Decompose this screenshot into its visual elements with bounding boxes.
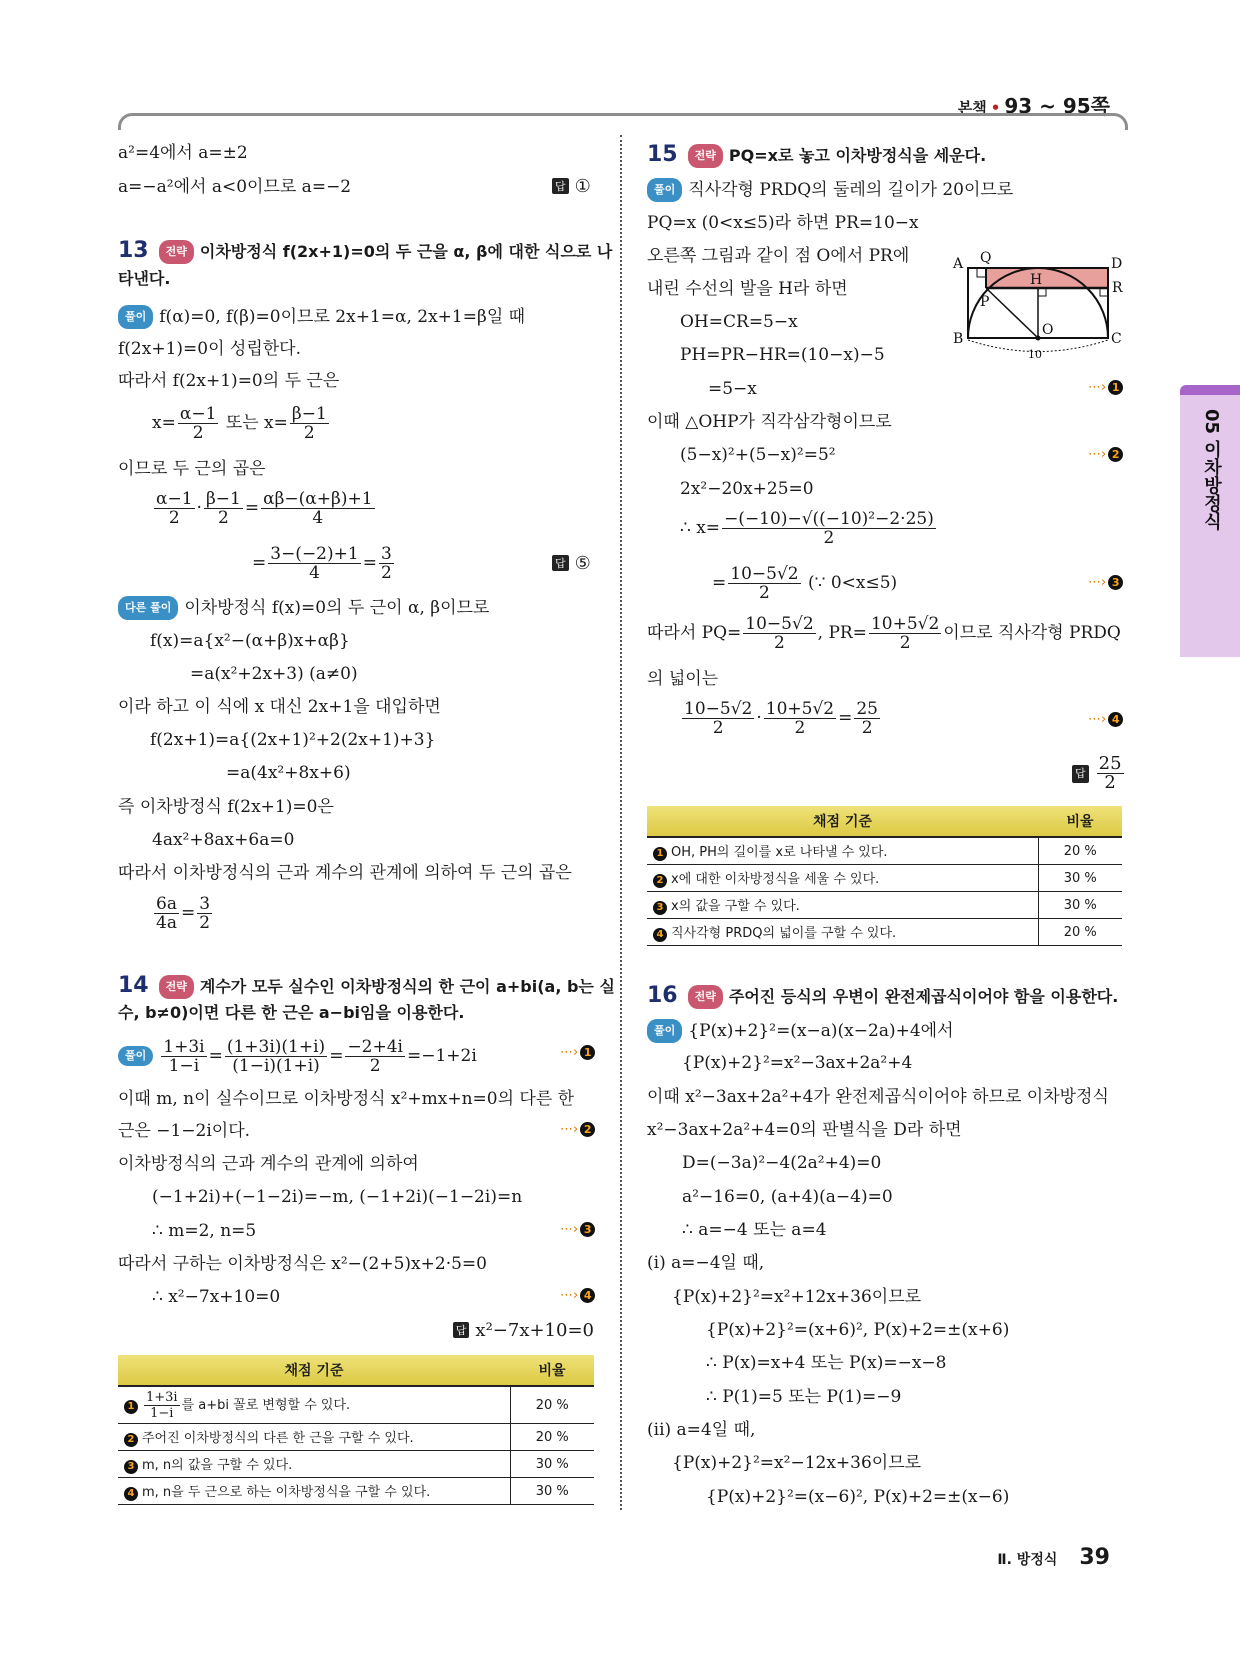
p16-line-6: a²−16=0, (a+4)(a−4)=0 bbox=[682, 1187, 893, 1207]
p15-rubric-table bbox=[647, 806, 1122, 946]
p16-line-13: (ii) a=4일 때, bbox=[647, 1420, 756, 1440]
page-number: 39 bbox=[1079, 1545, 1110, 1570]
bullet-dot-icon: • bbox=[990, 99, 1001, 117]
intro-line-1: a²=4에서 a=±2 bbox=[118, 143, 248, 163]
p13-line-3: 따라서 f(2x+1)=0의 두 근은 bbox=[118, 371, 340, 391]
answer-13: 답 ⑤ bbox=[552, 553, 591, 574]
p16-line-15: {P(x)+2}²=(x−6)², P(x)+2=±(x−6) bbox=[706, 1487, 1010, 1507]
step-marker-3: ⋯› 3 bbox=[1088, 575, 1123, 590]
p14-line-1: 이때 m, n이 실수이므로 이차방정식 x²+mx+n=0의 다른 한 bbox=[118, 1089, 575, 1109]
answer-icon: 답 bbox=[453, 1322, 470, 1338]
p14-line-5: ∴ m=2, n=5 bbox=[152, 1221, 257, 1241]
p15-area-intro: 의 넓이는 bbox=[647, 669, 719, 689]
p14-line-6: 따라서 구하는 이차방정식은 x²−(2+5)x+2·5=0 bbox=[118, 1254, 487, 1274]
step-marker-4: ⋯› 4 bbox=[560, 1288, 595, 1303]
solution-badge: 풀이 bbox=[118, 305, 153, 329]
step-marker-2: ⋯› 2 bbox=[1088, 447, 1123, 462]
page-range: 93 ~ 95쪽 bbox=[1004, 94, 1110, 118]
svg-text:Q: Q bbox=[980, 250, 992, 266]
strategy-badge: 전략 bbox=[159, 240, 194, 264]
p13-alt-line-3: =a(x²+2x+3) (a≠0) bbox=[190, 664, 358, 684]
chapter-side-tab[interactable] bbox=[1180, 385, 1240, 657]
step-marker-4: ⋯› 4 bbox=[1088, 712, 1123, 727]
p14-line-7: ∴ x²−7x+10=0 bbox=[152, 1287, 281, 1307]
p16-line-9: {P(x)+2}²=x²+12x+36이므로 bbox=[672, 1287, 922, 1307]
p14-line-4: (−1+2i)+(−1−2i)=−m, (−1+2i)(−1−2i)=n bbox=[152, 1187, 523, 1207]
svg-text:D: D bbox=[1111, 256, 1123, 272]
problem-number: 13 bbox=[118, 238, 149, 263]
p15-line-10: 2x²−20x+25=0 bbox=[680, 479, 814, 499]
book-label: 본책 bbox=[957, 99, 987, 117]
rubric-row: 1 $\frac{1+3i}{1-i}$ 를 a+bi 꼴로 변형할 수 있다. 20 % bbox=[118, 1386, 594, 1424]
p16-line-2: {P(x)+2}²=x²−3ax+2a²+4 bbox=[682, 1053, 913, 1073]
problem-13-strategy-cont: 타낸다. bbox=[118, 269, 171, 288]
answer-icon: 답 bbox=[552, 178, 569, 194]
alt-solution-badge: 다른 풀이 bbox=[118, 596, 178, 620]
p14-line-2: 근은 −1−2i이다. bbox=[118, 1121, 251, 1141]
p15-conclusion: 따라서 PQ= $\frac{10-5√2}{2}$ , PR= $\frac{10+5√2}{2}$ 이므로 직사각형 PRDQ bbox=[647, 614, 1121, 653]
rubric-row: 4 m, n을 두 근으로 하는 이차방정식을 구할 수 있다. 30 % bbox=[118, 1478, 594, 1505]
p16-line-4: x²−3ax+2a²+4=0의 판별식을 D라 하면 bbox=[647, 1120, 962, 1140]
p16-line-12: ∴ P(1)=5 또는 P(1)=−9 bbox=[706, 1387, 902, 1407]
p13-roots-expr: x= $\frac{\alpha-1}{2}$ 또는 x= $\frac{\beta-1}{2}$ bbox=[152, 404, 327, 443]
svg-text:C: C bbox=[1111, 331, 1122, 347]
rubric-row: 4 직사각형 PRDQ의 넓이를 구할 수 있다. 20 % bbox=[647, 919, 1122, 946]
step-marker-1: ⋯› 1 bbox=[1088, 380, 1123, 395]
p13-alt-line-5: f(2x+1)=a{(2x+1)²+2(2x+1)+3} bbox=[150, 730, 436, 750]
p16-line-10: {P(x)+2}²=(x+6)², P(x)+2=±(x+6) bbox=[706, 1320, 1010, 1340]
p13-product-expr-1: $\frac{\alpha-1}{2}$ · $\frac{\beta-1}{2}$ = $\frac{\alpha\beta-(\alpha+\beta)+1}{4}$ bbox=[156, 489, 373, 528]
p16-line-5: D=(−3a)²−4(2a²+4)=0 bbox=[682, 1153, 882, 1173]
answer-15: 답 $\frac{25}{2}$ bbox=[1072, 755, 1126, 792]
answer-12: 답 ① bbox=[552, 176, 591, 197]
p13-alt-line-7: 즉 이차방정식 f(2x+1)=0은 bbox=[118, 797, 334, 817]
answer-icon: 답 bbox=[1072, 765, 1089, 783]
p16-line-8: (i) a=−4일 때, bbox=[647, 1253, 765, 1273]
rubric-header-criteria: 채점 기준 bbox=[118, 1355, 510, 1386]
p13-alt-line-9: 따라서 이차방정식의 근과 계수의 관계에 의하여 두 근의 곱은 bbox=[118, 863, 572, 883]
step-marker-3: ⋯› 3 bbox=[560, 1222, 595, 1237]
rubric-header-criteria: 채점 기준 bbox=[647, 806, 1038, 837]
page-footer bbox=[997, 1545, 1110, 1570]
step-marker-1: ⋯› 1 bbox=[560, 1045, 595, 1060]
p13-alt-final: $\frac{6a}{4a}$ = $\frac{3}{2}$ bbox=[156, 894, 211, 933]
semicircle-rectangle-figure bbox=[948, 248, 1123, 360]
svg-text:H: H bbox=[1030, 272, 1043, 288]
svg-text:R: R bbox=[1112, 280, 1123, 296]
strategy-badge: 전략 bbox=[688, 985, 723, 1009]
p15-line-8: 이때 △OHP가 직각삼각형이므로 bbox=[647, 412, 892, 432]
p14-rubric-table bbox=[118, 1355, 594, 1505]
svg-text:O: O bbox=[1042, 322, 1054, 338]
p13-line-2: f(2x+1)=0이 성립한다. bbox=[118, 339, 301, 359]
rubric-row: 2 x에 대한 이차방정식을 세울 수 있다. 30 % bbox=[647, 865, 1122, 892]
p16-line-11: ∴ P(x)=x+4 또는 P(x)=−x−8 bbox=[706, 1353, 947, 1373]
rubric-header-ratio: 비율 bbox=[1038, 806, 1122, 837]
solution-badge: 풀이 bbox=[647, 178, 682, 202]
shaded-rectangle-prdq bbox=[986, 268, 1109, 288]
rubric-row: 2 주어진 이차방정식의 다른 한 근을 구할 수 있다. 20 % bbox=[118, 1424, 594, 1451]
p15-line-3: 오른쪽 그림과 같이 점 O에서 PR에 bbox=[647, 246, 910, 266]
p15-line-7: =5−x bbox=[708, 379, 757, 399]
p14-line-3: 이차방정식의 근과 계수의 관계에 의하여 bbox=[118, 1154, 419, 1174]
intro-line-2: a=−a²에서 a<0이므로 a=−2 bbox=[118, 177, 352, 197]
header-rule bbox=[118, 113, 1128, 130]
p15-line-2: PQ=x (0<x≤5)라 하면 PR=10−x bbox=[647, 213, 919, 233]
solution-badge: 풀이 bbox=[118, 1046, 153, 1066]
strategy-badge: 전략 bbox=[688, 144, 723, 168]
p13-product-expr-2: = $\frac{3-(-2)+1}{4}$ = $\frac{3}{2}$ bbox=[252, 544, 392, 583]
p13-alt-line-4: 이라 하고 이 식에 x 대신 2x+1을 대입하면 bbox=[118, 697, 441, 717]
rubric-row: 1 OH, PH의 길이를 x로 나타낼 수 있다. 20 % bbox=[647, 837, 1122, 865]
p13-line-4: 이므로 두 근의 곱은 bbox=[118, 459, 266, 479]
solution-badge: 풀이 bbox=[647, 1019, 682, 1043]
svg-text:A: A bbox=[953, 256, 964, 272]
problem-14-strategy-cont: 수, b≠0)이면 다른 한 근은 a−bi임을 이용한다. bbox=[118, 1003, 465, 1022]
problem-number: 15 bbox=[647, 142, 678, 167]
p15-line-1: 풀이 직사각형 PRDQ의 둘레의 길이가 20이므로 bbox=[647, 178, 1013, 202]
p16-line-3: 이때 x²−3ax+2a²+4가 완전제곱식이어야 하므로 이차방정식 bbox=[647, 1087, 1109, 1107]
p15-quad-formula: ∴ x= $\frac{\text{−(−10)−√((−10)²−2·25)}}{2}$ bbox=[680, 509, 934, 548]
problem-15-strategy: 15 전략 PQ=x로 놓고 이차방정식을 세운다. bbox=[647, 142, 987, 167]
p13-alt-line-8: 4ax²+8ax+6a=0 bbox=[152, 830, 295, 850]
problem-number: 16 bbox=[647, 983, 678, 1008]
p13-line-1: 풀이 f(α)=0, f(β)=0이므로 2x+1=α, 2x+1=β일 때 bbox=[118, 305, 525, 329]
chapter-tab-label: 05 이차방정식 bbox=[1201, 409, 1222, 531]
p14-frac-line: 풀이 $\frac{1+3i}{1-i}$ = $\frac{(1+3i)(1+i)}{(1-i)(1+i)}$ = $\frac{-2+4i}{2}$ =−1+2i bbox=[118, 1038, 477, 1075]
p16-line-14: {P(x)+2}²=x²−12x+36이므로 bbox=[672, 1453, 922, 1473]
p15-area-expr: $\frac{10-5√2}{2}$ · $\frac{10+5√2}{2}$ = $\frac{25}{2}$ bbox=[684, 699, 878, 738]
answer-icon: 답 bbox=[552, 555, 569, 571]
problem-13-strategy: 13 전략 이차방정식 f(2x+1)=0의 두 근을 α, β에 대한 식으로 나 bbox=[118, 238, 613, 263]
p15-line-5: OH=CR=5−x bbox=[680, 312, 798, 332]
problem-14-strategy: 14 전략 계수가 모두 실수인 이차방정식의 한 근이 a+bi(a, b는 실 bbox=[118, 973, 615, 998]
problem-16-strategy: 16 전략 주어진 등식의 우변이 완전제곱식이어야 함을 이용한다. bbox=[647, 983, 1119, 1008]
p15-line-4: 내린 수선의 발을 H라 하면 bbox=[647, 279, 848, 299]
step-marker-2: ⋯› 2 bbox=[560, 1122, 595, 1137]
problem-number: 14 bbox=[118, 973, 149, 998]
p16-line-7: ∴ a=−4 또는 a=4 bbox=[682, 1220, 827, 1240]
rubric-row: 3 m, n의 값을 구할 수 있다. 30 % bbox=[118, 1451, 594, 1478]
p16-line-1: 풀이 {P(x)+2}²=(x−a)(x−2a)+4에서 bbox=[647, 1019, 954, 1043]
column-divider bbox=[620, 135, 622, 1510]
chapter-title: Ⅱ. 방정식 bbox=[997, 1552, 1058, 1568]
rubric-header-ratio: 비율 bbox=[510, 1355, 594, 1386]
answer-14: 답 x²−7x+10=0 bbox=[453, 1320, 594, 1341]
svg-text:P: P bbox=[980, 294, 990, 310]
p13-alt-line-6: =a(4x²+8x+6) bbox=[226, 763, 351, 783]
svg-text:B: B bbox=[953, 331, 964, 347]
svg-text:10: 10 bbox=[1028, 348, 1042, 360]
strategy-badge: 전략 bbox=[159, 975, 194, 999]
p13-alt-line-2: f(x)=a{x²−(α+β)x+αβ} bbox=[150, 631, 350, 651]
p15-line-9: (5−x)²+(5−x)²=5² bbox=[680, 445, 836, 465]
p15-line-6: PH=PR−HR=(10−x)−5 bbox=[680, 345, 885, 365]
p15-simplified: = $\frac{10-5√2}{2}$ (∵ 0<x≤5) bbox=[712, 564, 898, 603]
p13-alt-line-1: 다른 풀이 이차방정식 f(x)=0의 두 근이 α, β이므로 bbox=[118, 596, 489, 620]
rubric-row: 3 x의 값을 구할 수 있다. 30 % bbox=[647, 892, 1122, 919]
